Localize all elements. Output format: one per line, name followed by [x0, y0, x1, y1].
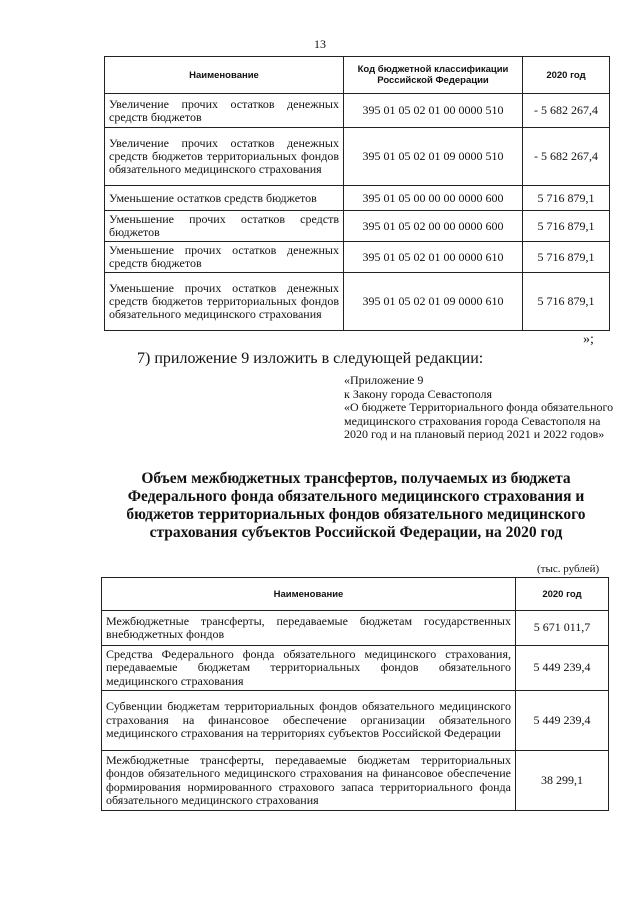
row-code: 395 01 05 02 01 09 0000 610: [344, 273, 523, 331]
annex-reference: [344, 374, 614, 442]
table-row: [105, 211, 610, 242]
row-value: 5 671 011,7: [516, 611, 609, 646]
row-name: Средства Федерального фонда обязательного медицинского страхования, передаваемые бюджетам территориальных фондов обязательного медицинского страхования: [102, 646, 516, 691]
row-value: 5 449 239,4: [516, 691, 609, 751]
amendment-instruction: 7) приложение 9 изложить в следующей редакции:: [137, 350, 484, 367]
table-row: [105, 186, 610, 211]
row-value: 5 716 879,1: [523, 211, 610, 242]
row-code: 395 01 05 02 01 00 0000 510: [344, 94, 523, 128]
row-value: 5 716 879,1: [523, 186, 610, 211]
table-row: [105, 242, 610, 273]
closing-quote: »;: [583, 332, 594, 347]
units-note: (тыс. рублей): [537, 563, 600, 575]
row-name: Субвенции бюджетам территориальных фондов обязательного медицинского страхования на финансовое обеспечение организации обязательного медицинского страхования на территориях субъектов Российской Федерации: [102, 691, 516, 751]
row-value: 5 449 239,4: [516, 646, 609, 691]
column-header-year: 2020 год: [523, 57, 610, 94]
transfers-table: [101, 577, 609, 811]
table-header-row: [105, 57, 610, 94]
table-row: [102, 691, 609, 751]
table-row: [105, 273, 610, 331]
table-header-row: [102, 578, 609, 611]
table-row: [105, 128, 610, 186]
row-name: Межбюджетные трансферты, передаваемые бюджетам государственных внебюджетных фондов: [102, 611, 516, 646]
row-name: Уменьшение остатков средств бюджетов: [105, 186, 344, 211]
section-title: Объем межбюджетных трансфертов, получаемых из бюджета Федерального фонда обязательного медицинского страхования и бюджетов территориальных фондов обязательного медицинского страхования субъектов Российской Федерации, на 2020 год: [126, 470, 586, 541]
row-code: 395 01 05 02 01 00 0000 610: [344, 242, 523, 273]
sources-table: [104, 56, 610, 331]
column-header-year: 2020 год: [516, 578, 609, 611]
annex-line: «Приложение 9: [344, 373, 424, 387]
table-row: [105, 94, 610, 128]
row-name: Уменьшение прочих остатков денежных средств бюджетов: [105, 242, 344, 273]
table-row: [102, 646, 609, 691]
table-row: [102, 751, 609, 811]
column-header-name: Наименование: [105, 57, 344, 94]
column-header-code: Код бюджетной классификации Российской Федерации: [344, 57, 523, 94]
table-row: [102, 611, 609, 646]
row-value: 5 716 879,1: [523, 273, 610, 331]
row-name: Межбюджетные трансферты, передаваемые бюджетам территориальных фондов обязательного медицинского страхования на финансовое обеспечение формирования нормированного страхового запаса территориального фонда обязательного медицинского страхования: [102, 751, 516, 811]
row-name: Уменьшение прочих остатков денежных средств бюджетов территориальных фондов обязательного медицинского страхования: [105, 273, 344, 331]
row-value: 38 299,1: [516, 751, 609, 811]
row-name: Увеличение прочих остатков денежных средств бюджетов: [105, 94, 344, 128]
row-value: - 5 682 267,4: [523, 94, 610, 128]
column-header-name: Наименование: [102, 578, 516, 611]
page-number: 13: [314, 37, 326, 51]
row-value: - 5 682 267,4: [523, 128, 610, 186]
row-name: Уменьшение прочих остатков средств бюджетов: [105, 211, 344, 242]
row-name: Увеличение прочих остатков денежных средств бюджетов территориальных фондов обязательного медицинского страхования: [105, 128, 344, 186]
row-code: 395 01 05 02 00 00 0000 600: [344, 211, 523, 242]
annex-line: к Закону города Севастополя: [344, 386, 493, 401]
row-code: 395 01 05 02 01 09 0000 510: [344, 128, 523, 186]
row-value: 5 716 879,1: [523, 242, 610, 273]
row-code: 395 01 05 00 00 00 0000 600: [344, 186, 523, 211]
annex-line: «О бюджете Территориального фонда обязательного медицинского страхования города Севастополя на 2020 год и на плановый период 2021 и 2022 годов»: [344, 400, 614, 441]
